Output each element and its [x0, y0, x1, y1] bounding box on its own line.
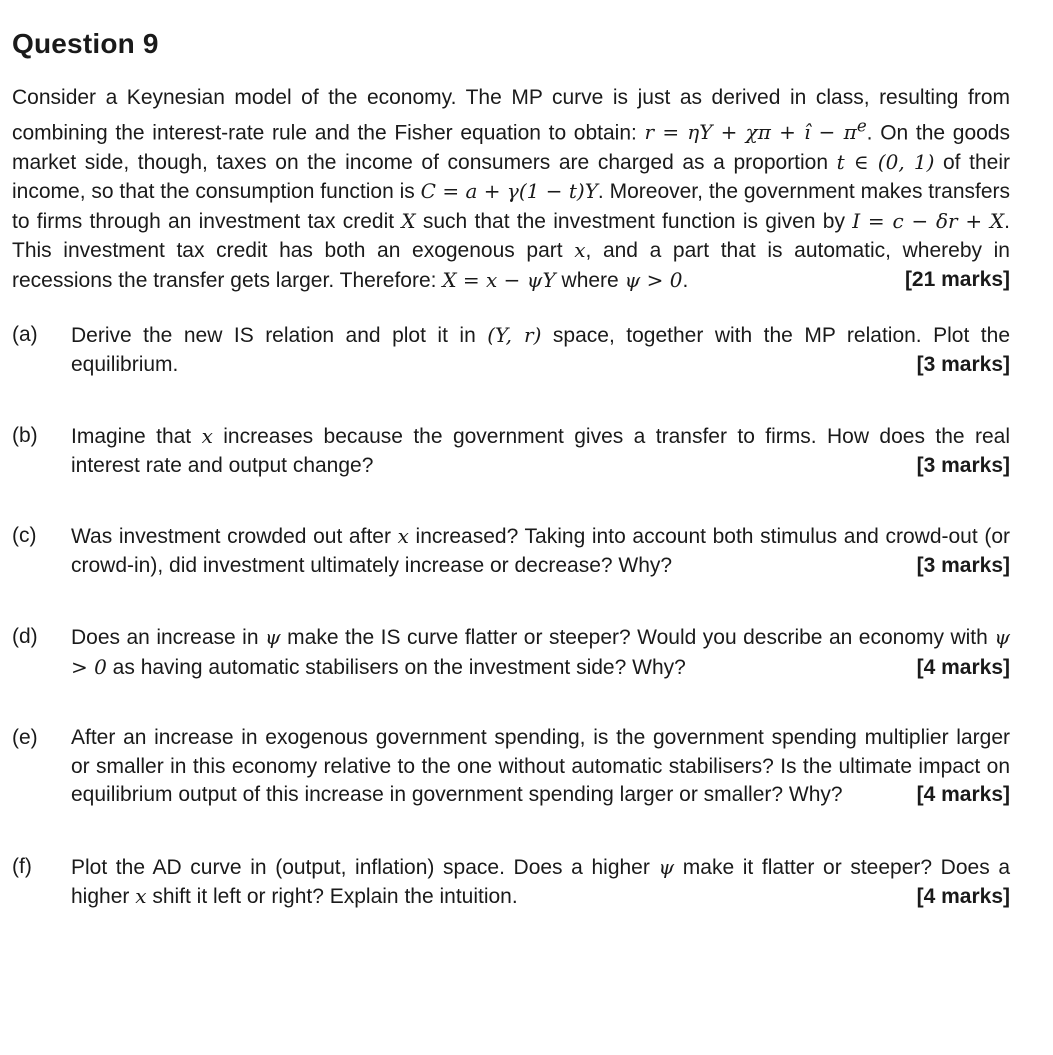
intro-text-9: . [682, 268, 689, 292]
part-marks: [3 marks] [916, 352, 1010, 376]
intro-text-5: such that the investment function is given by [415, 209, 853, 233]
part-label: (e) [12, 726, 38, 750]
part-label: (a) [12, 323, 38, 347]
part-marks: [3 marks] [916, 453, 1010, 477]
part-b [12, 422, 1010, 480]
intro-text-3: of their income, so that the consumption function is [12, 150, 1010, 204]
question-page [12, 28, 1010, 912]
question-parts [12, 321, 1010, 912]
part-label: (f) [12, 854, 32, 878]
part-text: Does an increase in ψ make the IS curve flatter or steeper? Would you describe an economy with ψ > 0 as having automatic stabilisers on the investment side? Why? [71, 625, 1010, 679]
part-text: Plot the AD curve in (output, inflation) space. Does a higher ψ make it flatter or steeper? Does a higher x shift it left or right? Explain the intuition. [71, 854, 1011, 909]
part-marks: [4 marks] [916, 885, 1010, 909]
part-label: (d) [12, 625, 38, 649]
intro-text-6: . This investment tax credit has both an exogenous part [12, 209, 1011, 263]
intro-text-7: , and a part that is automatic, whereby in recessions the transfer gets larger. Therefore: [12, 239, 1010, 292]
part-f [12, 853, 1010, 912]
part-marks: [4 marks] [916, 655, 1010, 679]
psi-positive: ψ > 0 [624, 267, 683, 292]
part-text: After an increase in exogenous government spending, is the government spending multiplier larger or smaller in this economy relative to the one without automatic stabilisers? Is the ultimate impact on equilibrium output of this increase in government spending larger or smaller? Why? [71, 726, 1010, 807]
part-marks: [4 marks] [916, 783, 1010, 807]
part-e [12, 724, 1010, 810]
part-d [12, 623, 1010, 682]
tax-credit-equation: X = x − ψY [442, 267, 556, 292]
tax-credit-symbol: X [401, 208, 416, 233]
yr-space: (Y, r) [487, 323, 542, 348]
consumption-equation: C = a + γ(1 − t)Y [420, 179, 598, 204]
exogenous-part-symbol: x [574, 238, 586, 263]
intro-text-2: . On the goods market side, though, taxes on the income of consumers are charged as a proportion [12, 121, 1010, 174]
part-label: (c) [12, 524, 37, 548]
tax-rate-domain: t ∈ (0, 1) [836, 149, 935, 174]
investment-equation: I = c − δr + X [852, 208, 1005, 233]
intro-text-1: Consider a Keynesian model of the economy. The MP curve is just as derived in class, resulting from combining the interest-rate rule and the Fisher equation to obtain: [12, 86, 1010, 145]
part-text: Imagine that x increases because the government gives a transfer to firms. How does the real interest rate and output change? [71, 424, 1011, 477]
question-title: Question 9 [12, 28, 159, 59]
part-c [12, 522, 1010, 580]
total-marks: [21 marks] [904, 267, 1010, 291]
mp-equation: r = ηY + χπ + î − $\pi^e$ [644, 116, 867, 145]
part-text: Derive the new IS relation and plot it in (Y, r) space, together with the MP relation. Plot the equilibrium. [71, 323, 1010, 376]
part-marks: [3 marks] [916, 553, 1010, 577]
intro-text-4: . Moreover, the government makes transfers to firms through an investment tax credit [12, 180, 1011, 233]
question-intro [12, 84, 1010, 295]
intro-text-8: where [555, 268, 625, 292]
part-label: (b) [12, 424, 38, 448]
part-a [12, 321, 1010, 379]
part-text: Was investment crowded out after x increased? Taking into account both stimulus and crowd-out (or crowd-in), did investment ultimately increase or decrease? Why? [71, 524, 1010, 577]
